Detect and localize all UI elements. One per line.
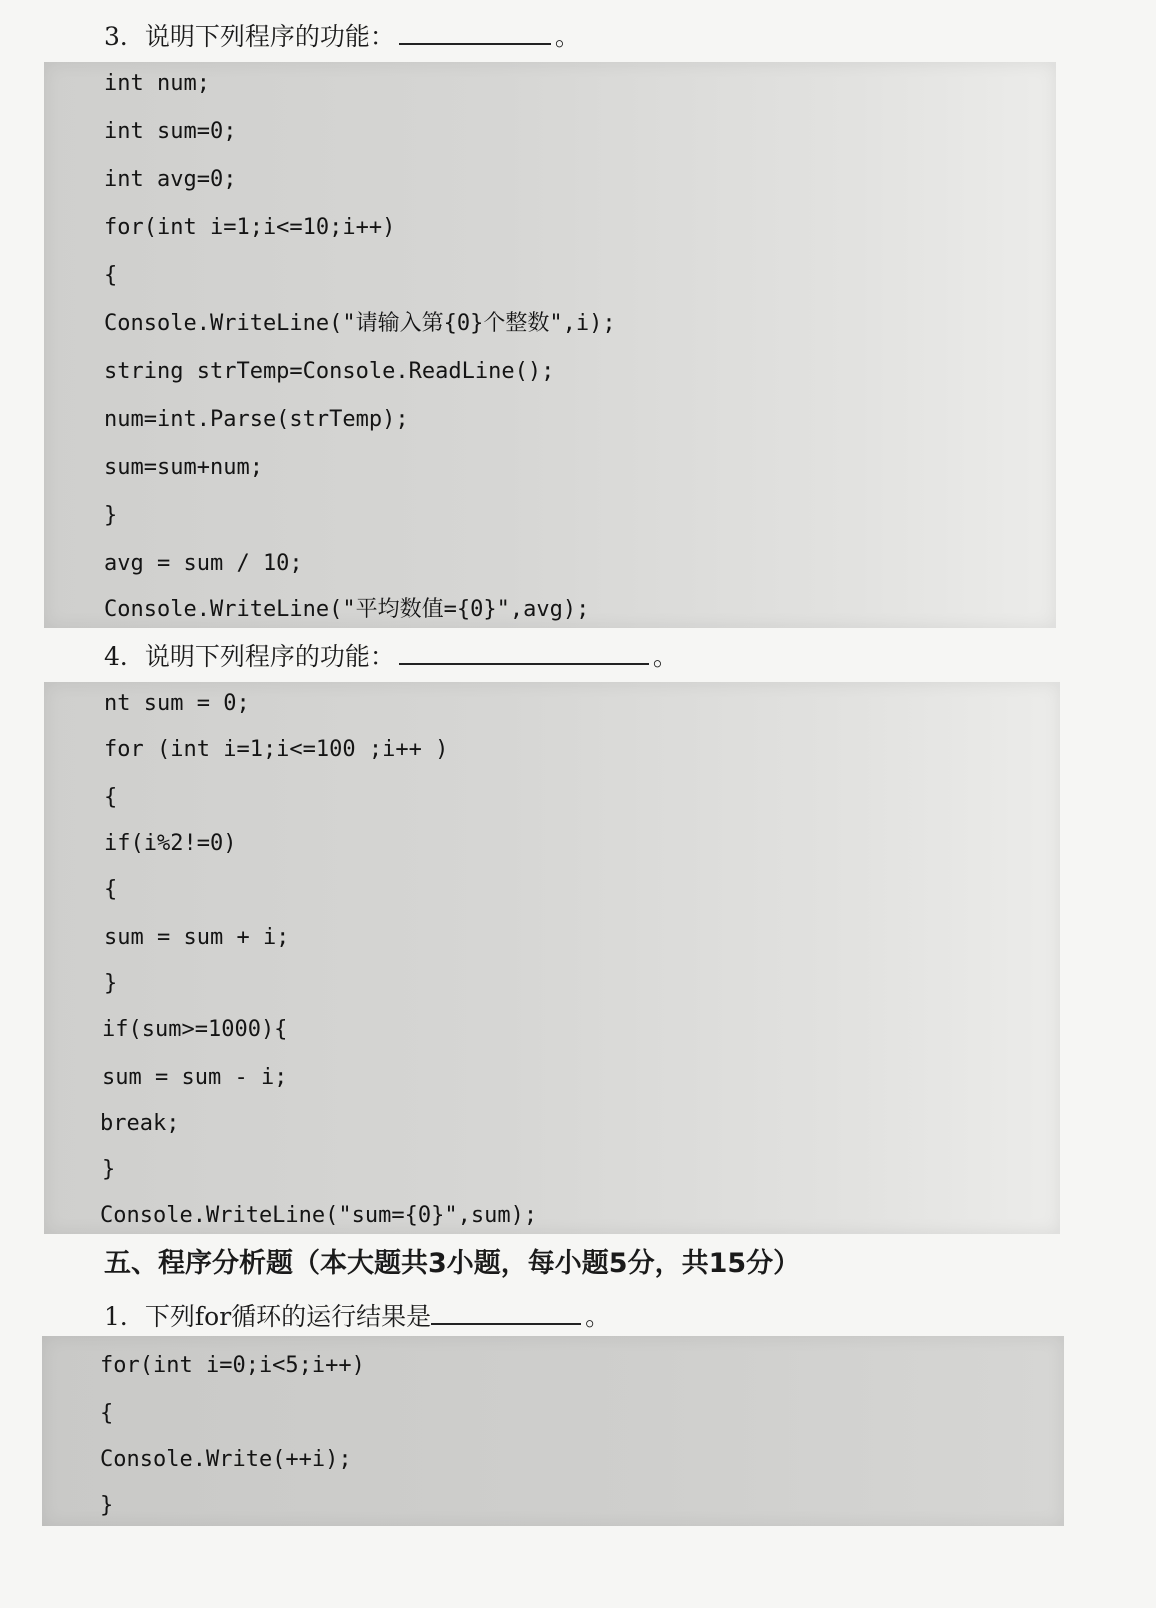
code-line: for (int i=1;i<=100 ;i++ ) [104,737,449,762]
code-line: string strTemp=Console.ReadLine(); [104,359,555,384]
code-line: nt sum = 0; [104,691,250,716]
code-line: Console.Write(++i); [100,1447,352,1472]
code-line: } [102,1157,116,1182]
code-line: { [104,263,118,288]
code-line: } [104,971,118,996]
code-line: } [104,503,118,528]
code-line: int avg=0; [104,167,237,192]
question-4-answer-blank[interactable] [399,641,649,665]
question-4-text: 4．说明下列程序的功能： [104,642,395,671]
code-line: if(i%2!=0) [104,831,237,856]
question-4 [104,640,678,674]
question-3-suffix: 。 [554,22,580,51]
section-5-question-1-suffix: 。 [585,1302,611,1331]
code-line: num=int.Parse(strTemp); [104,407,409,432]
code-line: Console.WriteLine("平均数值={0}",avg); [104,597,590,622]
question-3-answer-blank[interactable] [399,21,551,45]
question-3-code-block [44,62,1056,628]
code-line: { [104,877,118,902]
code-line: { [100,1401,114,1426]
section-5-question-1-code-block [42,1336,1064,1526]
code-line: int num; [104,71,210,96]
question-3 [104,20,580,54]
code-line: Console.WriteLine("请输入第{0}个整数",i); [104,311,616,336]
question-4-code-block [44,682,1060,1234]
code-line: sum=sum+num; [104,455,263,480]
section-5-question-1-text: 1．下列for循环的运行结果是 [104,1302,432,1331]
code-line: int sum=0; [104,119,237,144]
code-line: sum = sum - i; [102,1065,288,1090]
question-4-suffix: 。 [652,642,678,671]
code-line: for(int i=1;i<=10;i++) [104,215,396,240]
question-3-text: 3．说明下列程序的功能： [104,22,395,51]
section-5-question-1-answer-blank[interactable] [431,1301,581,1325]
section-5-heading: 五、程序分析题（本大题共3小题，每小题5分，共15分） [104,1248,801,1279]
code-line: for(int i=0;i<5;i++) [100,1353,365,1378]
code-line: { [104,785,118,810]
code-line: avg = sum / 10; [104,551,303,576]
code-line: Console.WriteLine("sum={0}",sum); [100,1203,538,1228]
code-line: sum = sum + i; [104,925,290,950]
code-line: break; [100,1111,180,1136]
section-5-question-1 [104,1300,610,1334]
code-line: if(sum>=1000){ [102,1017,288,1042]
code-line: } [100,1493,114,1518]
